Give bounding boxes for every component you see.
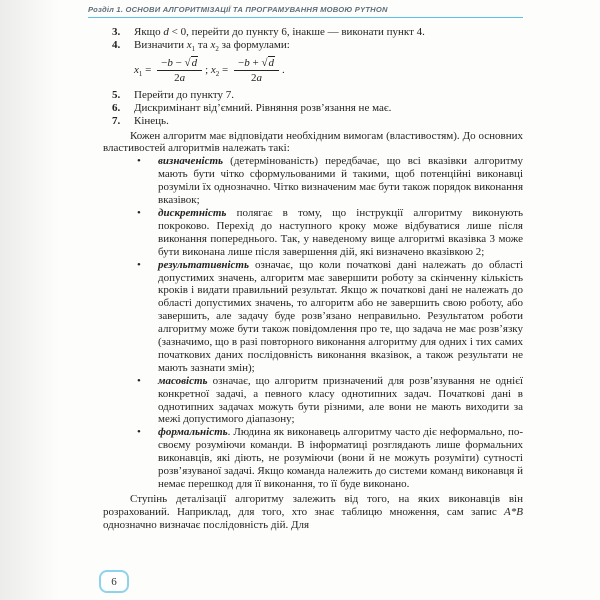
bullet-marker: • <box>137 206 141 219</box>
bullet-marker: • <box>137 374 141 387</box>
paragraph-intro: Кожен алгоритм має відповідати необхідним вимогам (властивостям). До основних властивостей алгоритмів належать такі: <box>103 129 523 155</box>
bullet-item-formality <box>137 426 523 491</box>
step-text: Перейти до пункту 7. <box>134 88 235 101</box>
page-content <box>103 26 523 532</box>
bullet-text: формальність. Людина як виконавець алгоритму часто діє неформально, по-своєму розуміючи команди. В інформатиці розглядають лише формальних виконавців, які діють, не розуміючи (вони й не можуть розуміти) сутності розв’язуваної задачі. Якщо команда належить до системи команд виконавця й немає перешкод для її виконання, то її буде виконано. <box>158 426 523 490</box>
list-item-step-7 <box>112 115 523 128</box>
list-item-step-5 <box>112 89 523 102</box>
step-text: Дискримінант від’ємний. Рівняння розв’язання не має. <box>134 101 392 114</box>
paragraph-detail-level: Ступінь деталізації алгоритму залежить від того, на яких виконавців він розрахований. Наприклад, для того, хто знає таблицю множення, сам запис A*B однозначно визначає послідовність дій. Для <box>103 492 523 531</box>
bullet-term: визначеність <box>158 155 224 168</box>
sqrt-radical: √d <box>261 56 274 69</box>
step-number: 3. <box>112 26 121 38</box>
bullet-term: результативність <box>158 258 249 271</box>
bullet-term: масовість <box>158 374 208 387</box>
list-item-step-6 <box>112 102 523 115</box>
bullet-item-discreteness <box>137 207 523 259</box>
step-text: Кінець. <box>134 114 169 127</box>
sqrt-radical: √d <box>184 56 198 69</box>
step-text: Визначити $x_1$ та $x_2$ за формулами: <box>134 38 290 54</box>
running-header: Розділ 1. ОСНОВИ АЛГОРИТМІЗАЦІЇ ТА ПРОГРАМУВАННЯ МОВОЮ PYTHON <box>88 5 388 14</box>
bullet-term: дискретність <box>158 206 227 219</box>
step-number: 4. <box>112 38 121 51</box>
page-number-badge <box>99 570 129 593</box>
bullet-marker: • <box>137 426 141 439</box>
bullet-text: масовість означає, що алгоритм призначений для розв’язування не однієї конкретної задачі, а певного класу однотипних задач. Початкові дані в однотипних задачах можуть бути різними, але вони не мають виходити за межі допустимого діапазону; <box>158 374 523 426</box>
fraction-x2: $\frac{-b + √d}{2a}$ <box>234 57 279 84</box>
quadratic-roots-formula: $x_1$ = $\frac{-b - √d}{2a}$ ; $x_2$ = $\frac{-b + √d}{2a}$ . <box>134 56 285 84</box>
list-item-step-3 <box>112 26 523 39</box>
bullet-text: дискретність полягає в тому, що інструкції алгоритму виконують покроково. Перехід до наступного кроку може відбуватися лише після виконання попереднього. Так, у наведеному вище алгоритмі вказівка 3 може бути виконана лише після завершення дій, які визначено вказівкою 2; <box>158 206 523 258</box>
bullet-marker: • <box>137 155 141 168</box>
step-number: 7. <box>112 114 121 127</box>
step-text: Якщо d < 0, перейти до пункту 6, інакше — виконати пункт 4. <box>134 26 425 38</box>
bullet-term: формальність <box>158 426 228 439</box>
header-rule <box>88 17 523 18</box>
bullet-text: визначеність (детермінованість) передбачає, що всі вказівки алгоритму мають бути чітко сформульованими й такими, щоб потенційні виконавці розуміли їх однозначно. Чітко визначеним має бути також порядок виконання вказівок; <box>158 155 523 207</box>
bullet-item-determinism <box>137 155 523 207</box>
step-number: 6. <box>112 101 121 114</box>
bullet-text: результативність означає, що коли початкові дані належать до області допустимих значень, алгоритм має завершити роботу за скінченну кількість кроків і видати правильний результат. Якщо ж початкові дані не належать до області допустимих значень, то алгоритм або не завершить свою роботу, або завершить, але задачу буде розв’язано неправильно. Результатом роботи алгоритму може бути також повідомлення про те, що задача не має розв’язку (зазначимо, що в разі повторного виконання алгоритму для одних і тих самих початкових даних послідовність виконання вказівок, а також результати не мають зазнати змін); <box>158 258 523 374</box>
list-item-step-4 <box>112 39 523 52</box>
page-number: 6 <box>111 575 117 588</box>
step-number: 5. <box>112 88 121 101</box>
fraction-x1: $\frac{-b - √d}{2a}$ <box>157 57 202 84</box>
expression-a-times-b: A*B <box>504 505 523 518</box>
bullet-marker: • <box>137 258 141 271</box>
bullet-item-effectiveness <box>137 259 523 375</box>
bullet-item-mass-character <box>137 375 523 427</box>
